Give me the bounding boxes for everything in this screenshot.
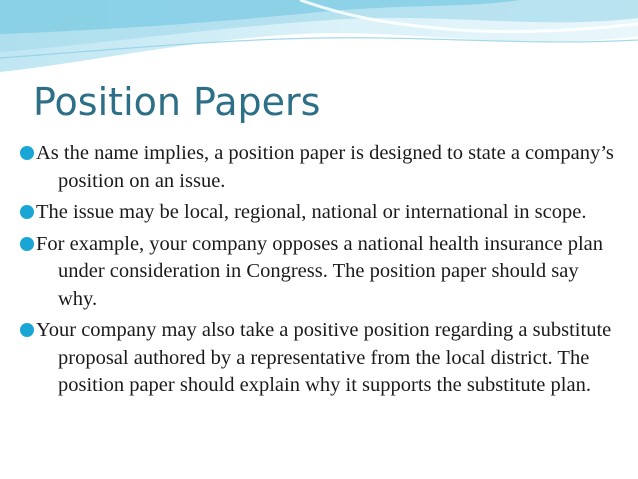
- slide-title: Position Papers: [33, 80, 321, 124]
- bullet-text: The issue may be local, regional, national or international in scope.: [36, 201, 587, 223]
- bullet-text: For example, your company opposes a national health insurance plan under consideration in Congress. The position paper should say why.: [36, 232, 604, 310]
- bullet-dot-icon: [20, 323, 34, 337]
- bullet-item: [18, 231, 618, 314]
- bullet-item: [18, 317, 618, 400]
- bullet-text: Your company may also take a positive position regarding a substitute proposal authored by a representative from the local district. The position paper should explain why it supports the substitute plan.: [36, 319, 612, 396]
- bullet-text: As the name implies, a position paper is designed to state a company’s position on an issue.: [36, 142, 614, 192]
- bullet-list: [18, 140, 618, 404]
- bullet-dot-icon: [20, 146, 34, 160]
- wave-header-decoration: [0, 0, 638, 80]
- bullet-item: [18, 199, 618, 227]
- bullet-dot-icon: [20, 205, 34, 219]
- bullet-dot-icon: [20, 237, 34, 251]
- bullet-item: [18, 140, 618, 195]
